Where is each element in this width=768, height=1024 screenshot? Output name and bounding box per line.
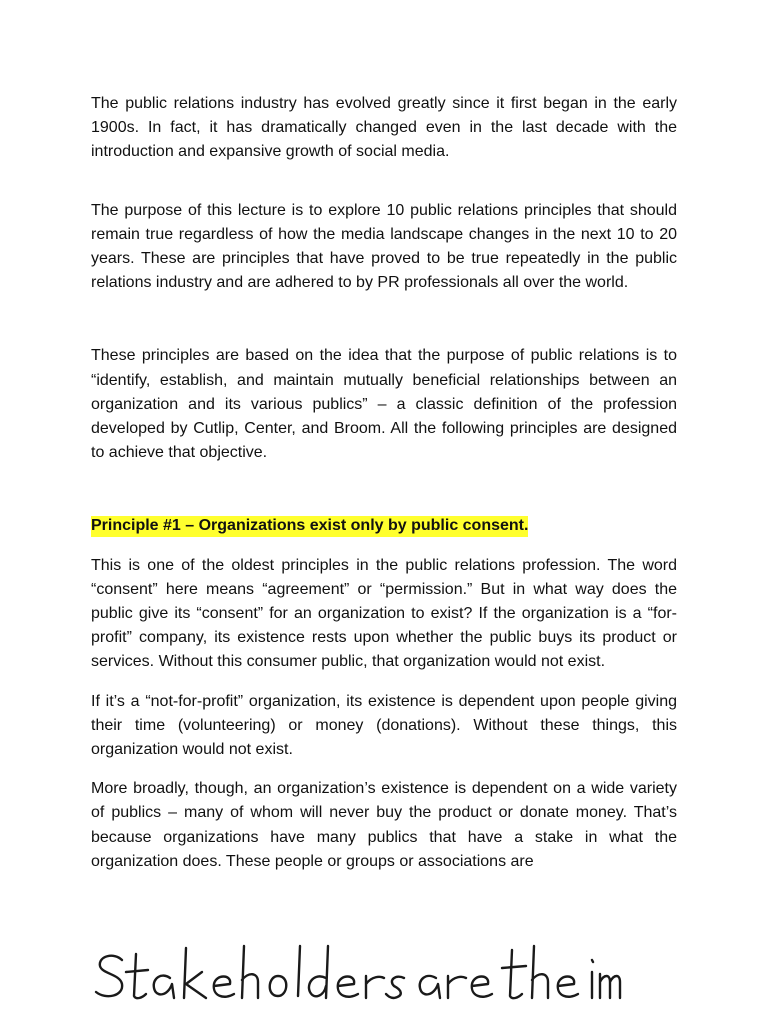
handwritten-note xyxy=(92,938,622,1008)
principle-heading xyxy=(91,514,677,538)
handwritten-note-drawing xyxy=(92,938,622,1008)
principle-heading-highlight: Principle #1 – Organizations exist only by public consent. xyxy=(91,516,528,537)
consent-paragraph: This is one of the oldest principles in the public relations profession. The word “consent” here means “agreement” or “permission.” But in what way does the public give its “consent” for an organization to exist? If the organization is a “for-profit” company, its existence rests upon whether the public buys its product or services. Without this consumer public, that organization would not exist. xyxy=(91,556,677,671)
stakeholders-paragraph: More broadly, though, an organization’s existence is dependent on a wide variety of publics – many of whom will never buy the product or donate money. That’s because organizations have many publics that have a stake in what the organization does. These people or groups or associations are xyxy=(91,780,677,870)
nonprofit-paragraph: If it’s a “not-for-profit” organization, its existence is dependent upon people giving their time (volunteering) or money (donations). Without these things, this organization would not exist. xyxy=(91,692,677,759)
intro-paragraph: The public relations industry has evolved greatly since it first began in the early 1900s. In fact, it has dramatically changed even in the last decade with the introduction and expansive growth of social media. xyxy=(91,95,677,161)
document-page xyxy=(91,92,677,874)
definition-paragraph: These principles are based on the idea that the purpose of public relations is to “identify, establish, and maintain mutually beneficial relationships between an organization and its various publics” – a classic definition of the profession developed by Cutlip, Center, and Broom. All the following principles are designed to achieve that objective. xyxy=(91,347,677,462)
purpose-paragraph: The purpose of this lecture is to explore 10 public relations principles that should remain true regardless of how the media landscape changes in the next 10 to 20 years. These are principles that have proved to be true repeatedly in the public relations industry and are adhered to by PR professionals all over the world. xyxy=(91,201,677,292)
